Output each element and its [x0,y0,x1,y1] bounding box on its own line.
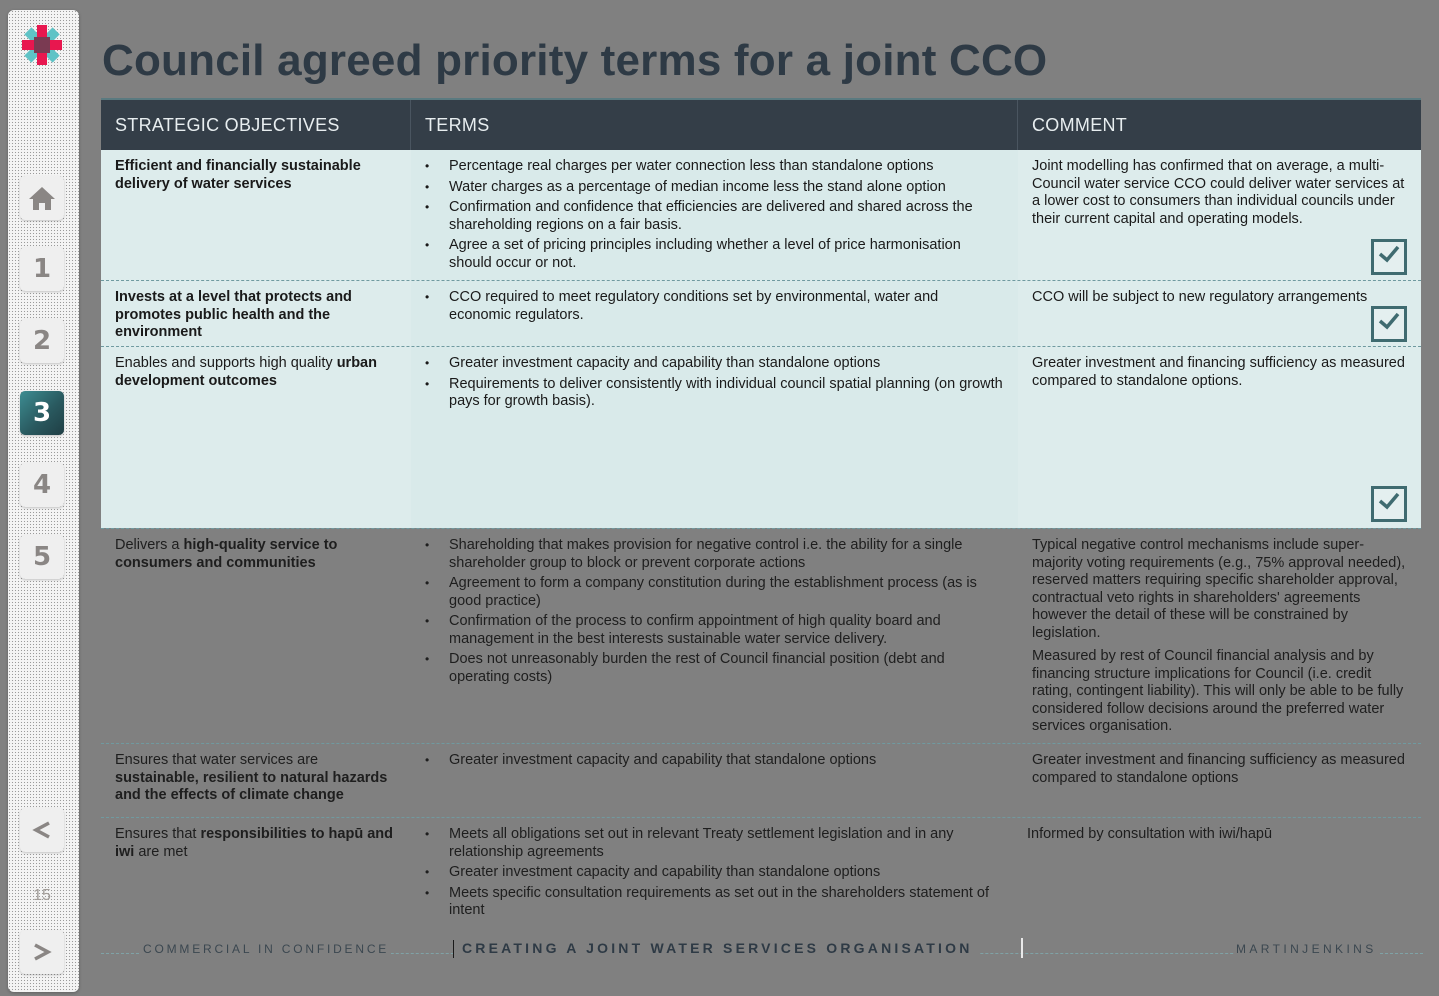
table-row [101,817,1421,935]
header-comment: COMMENT [1032,115,1128,135]
section-1-button[interactable]: 1 [20,247,64,291]
table-header [101,98,1421,150]
table-row [101,346,1421,528]
comment-cell [1018,744,1421,817]
comment-text: Measured by rest of Council financial analysis and by financing structure implications for Council (i.e. credit rating, contingent liability). This will only be able to be fully considered follow decisions around the preferred water services organisation. [1032,648,1404,734]
agreed-checkbox[interactable] [1371,239,1407,275]
table-row [101,743,1421,817]
objective-text: Delivers a [115,537,184,553]
objective-cell [101,150,411,281]
objective-cell [101,529,411,748]
objective-text: Efficient and financially sustainable delivery of water services [115,158,361,192]
footer-separator [1021,938,1023,958]
objective-text: are met [134,843,188,860]
slide-title: Council agreed priority terms for a joint CCO [102,36,1048,85]
slide-navigation-sidebar [8,10,79,992]
term-item: • Greater investment capacity and capability that standalone options [425,752,1004,770]
agreed-checkbox[interactable] [1371,306,1407,342]
checkmark-icon [1377,311,1401,337]
section-3-button[interactable]: 3 [20,391,64,435]
term-item: • Confirmation of the process to confirm appointment of high quality board and management in the best interests sustainable water service delivery. [425,613,1004,648]
term-item: • Shareholding that makes provision for negative control i.e. the ability for a single shareholder group to block or prevent corporate actions [425,537,1004,572]
table-row [101,150,1421,280]
comment-text: Joint modelling has confirmed that on average, a multi-Council water service CCO could deliver water services at a lower cost to consumers than individual councils under their current capital and operating models. [1032,158,1405,227]
objective-text: urban development outcomes [115,355,377,389]
comment-text: Greater investment and financing sufficiency as measured compared to standalone options [1032,752,1405,786]
objective-text: Invests at a level that protects and promotes public health and the environment [115,289,352,340]
footer-brand: MARTINJENKINS [1236,942,1377,956]
terms-cell [411,347,1018,528]
term-item: • CCO required to meet regulatory conditions set by environmental, water and economic regulators. [425,289,1004,324]
home-button[interactable] [20,176,64,220]
objective-text: responsibilities to hapū and iwi [115,826,393,860]
term-item: • Meets all obligations set out in relevant Treaty settlement legislation and in any relationship agreements [425,826,1004,861]
terms-cell [411,818,1018,935]
terms-cell [411,150,1018,281]
comment-cell [1018,529,1421,748]
terms-cell [411,529,1018,748]
home-icon [28,185,56,211]
terms-cell [411,281,1018,348]
slide-footer [101,940,1423,960]
comment-cell [1018,818,1421,935]
term-item: • Water charges as a percentage of median income less the stand alone option [425,179,1004,197]
terms-list [425,537,1004,686]
section-5-button[interactable]: 5 [20,535,64,579]
term-item: • Requirements to deliver consistently with individual council spatial planning (on growth pays for growth basis). [425,376,1004,411]
terms-list [425,752,1004,770]
section-4-button[interactable]: 4 [20,463,64,507]
table-body [101,150,1421,935]
objective-cell [101,818,411,935]
table-row [101,280,1421,346]
objective-text: sustainable, resilient to natural hazards and the effects of climate change [115,769,388,803]
objective-cell [101,347,411,528]
objective-text: Enables and supports high quality [115,355,337,371]
checkmark-icon [1377,244,1401,270]
terms-list [425,158,1004,272]
priority-terms-table [101,98,1421,935]
footer-confidentiality: COMMERCIAL IN CONFIDENCE [143,942,390,956]
page-number: 15 [33,887,51,904]
comment-text: Greater investment and financing sufficiency as measured compared to standalone options. [1032,355,1405,389]
comment-cell [1018,347,1421,528]
header-strategic-objectives: STRATEGIC OBJECTIVES [101,100,411,150]
objective-text: Ensures that water services are [115,752,319,768]
term-item: • Confirmation and confidence that efficiencies are delivered and shared across the shareholding regions on a fair basis. [425,199,1004,234]
terms-cell [411,744,1018,817]
checkmark-icon [1377,491,1401,517]
chevron-right-icon [31,941,53,963]
term-item: • Meets specific consultation requirements as set out in the shareholders statement of intent [425,885,1004,920]
comment-text: CCO will be subject to new regulatory arrangements [1032,289,1368,305]
objective-text: Ensures that [115,826,201,842]
terms-list [425,826,1004,920]
objective-cell [101,281,411,348]
logo-icon [21,24,63,66]
comment-text: Informed by consultation with iwi/hapū [1027,826,1273,842]
header-terms: TERMS [411,100,1018,150]
comment-text: Typical negative control mechanisms include super-majority voting requirements (e.g., 75% approval needed), reserved matters requiring specific shareholder approval, contractual veto rights in shareholders' agreements however the detail of these will be constrained by legislation. [1032,537,1406,641]
chevron-left-icon [31,819,53,841]
objective-cell [101,744,411,817]
term-item: • Greater investment capacity and capability than standalone options [425,864,1004,882]
comment-cell [1018,281,1421,348]
term-item: • Does not unreasonably burden the rest of Council financial position (debt and operating costs) [425,651,1004,686]
agreed-checkbox[interactable] [1371,486,1407,522]
footer-document-title: CREATING A JOINT WATER SERVICES ORGANISATION [453,940,979,958]
next-slide-button[interactable] [20,930,64,974]
comment-cell [1018,150,1421,281]
section-2-button[interactable]: 2 [20,319,64,363]
terms-list [425,355,1004,411]
objective-text: high-quality service to consumers and communities [115,537,338,571]
previous-slide-button[interactable] [20,808,64,852]
term-item: • Percentage real charges per water connection less than standalone options [425,158,1004,176]
term-item: • Agreement to form a company constitution during the establishment process (as is good practice) [425,575,1004,610]
terms-list [425,289,1004,324]
term-item: • Greater investment capacity and capability than standalone options [425,355,1004,373]
term-item: • Agree a set of pricing principles including whether a level of price harmonisation should occur or not. [425,237,1004,272]
table-row [101,528,1421,743]
